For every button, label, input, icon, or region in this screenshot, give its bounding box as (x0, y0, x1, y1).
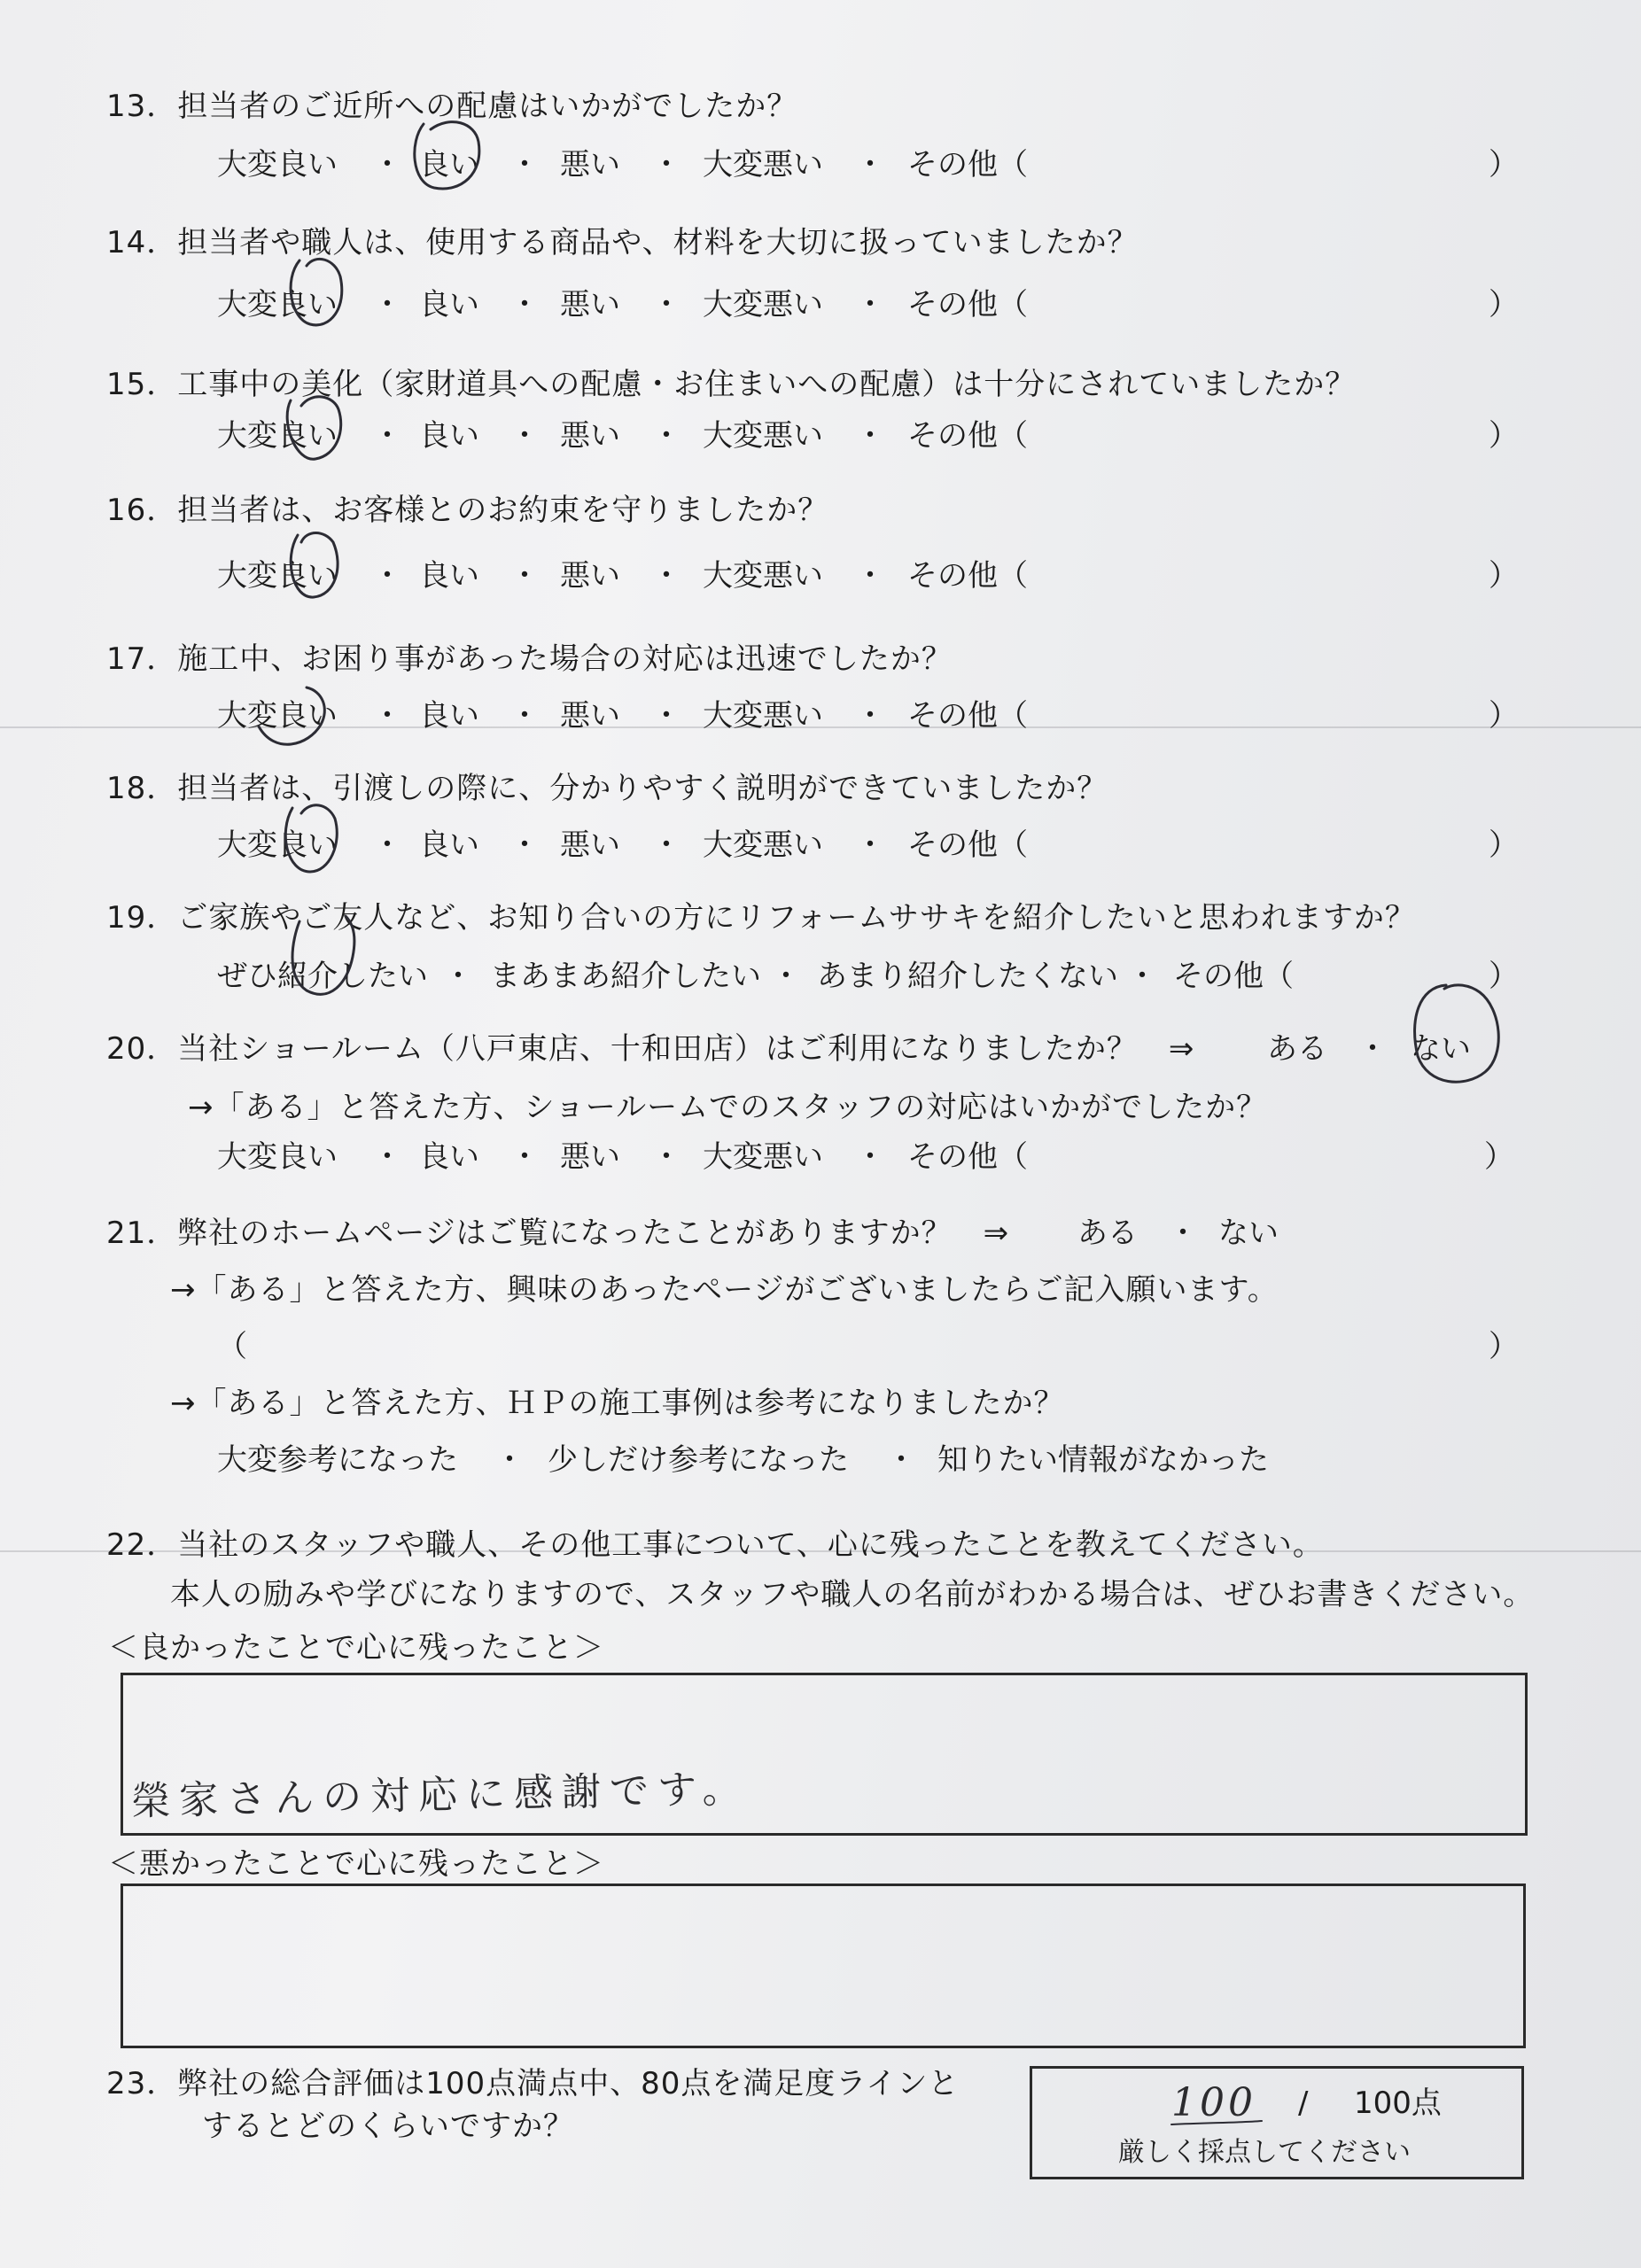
option-good[interactable]: 良い (419, 147, 479, 183)
separator: ・ (651, 698, 681, 734)
question-17: 17．施工中、お困り事があった場合の対応は迅速でしたか？ (106, 641, 953, 677)
separator: ・ (855, 1139, 885, 1175)
option-other[interactable]: その他（ (907, 287, 1028, 322)
good-memories-label: ＜良かったことで心に残ったこと＞ (108, 1630, 604, 1666)
option-very-bad[interactable]: 大変悪い (703, 558, 823, 594)
question-16: 16．担当者は、お客様とのお約束を守りましたか？ (106, 493, 829, 528)
separator: ・ (372, 698, 402, 734)
option-good[interactable]: 良い (419, 698, 479, 734)
option-great[interactable]: 大変良い (217, 418, 338, 454)
question-20-sub: →「ある」と答えた方、ショールームでのスタッフの対応はいかがでしたか？ (188, 1090, 1268, 1125)
separator: ・ (1127, 959, 1157, 994)
option-bad[interactable]: 悪い (560, 558, 620, 594)
question-23-line2: するとどのくらいですか？ (202, 2109, 574, 2144)
separator: ・ (651, 827, 681, 863)
option-no[interactable]: ない (1218, 1216, 1279, 1251)
question-22: 22．当社のスタッフや職人、その他工事について、心に残ったことを教えてください。 (106, 1527, 1324, 1563)
option-very-bad[interactable]: 大変悪い (703, 1139, 823, 1175)
close-paren: ） (1489, 147, 1519, 183)
separator: ・ (855, 287, 885, 322)
option-bad[interactable]: 悪い (560, 827, 620, 863)
open-paren: （ (217, 1329, 247, 1364)
separator: ・ (509, 827, 540, 863)
close-paren: ） (1489, 1329, 1519, 1364)
close-paren: ） (1489, 287, 1519, 322)
bad-memories-label: ＜悪かったことで心に残ったこと＞ (108, 1846, 604, 1882)
option-great[interactable]: 大変良い (217, 827, 338, 863)
separator: ・ (651, 1139, 681, 1175)
score-max: 100点 (1354, 2085, 1442, 2121)
bad-memories-box[interactable] (121, 1884, 1526, 2048)
separator: ・ (1168, 1216, 1198, 1251)
option-other[interactable]: その他（ (1173, 959, 1294, 994)
option-good[interactable]: 良い (419, 287, 479, 322)
separator: ・ (886, 1442, 916, 1478)
separator: ・ (509, 698, 540, 734)
option-other[interactable]: その他（ (907, 558, 1028, 594)
score-slash: / (1298, 2085, 1309, 2121)
separator: ・ (651, 418, 681, 454)
separator: ・ (651, 287, 681, 322)
option-great[interactable]: 大変良い (217, 1139, 338, 1175)
separator: ・ (372, 827, 402, 863)
separator: ・ (509, 287, 540, 322)
separator: ・ (443, 959, 473, 994)
option-very-bad[interactable]: 大変悪い (703, 147, 823, 183)
question-19: 19．ご家族やご友人など、お知り合いの方にリフォームササキを紹介したいと思われますか？ (106, 900, 1416, 936)
score-note: 厳しく採点してください (1118, 2137, 1411, 2168)
option-good[interactable]: 良い (419, 558, 479, 594)
question-15: 15．工事中の美化（家財道具への配慮・お住まいへの配慮）は十分にされていましたか？ (106, 367, 1357, 402)
option-no[interactable]: ない (1411, 1031, 1471, 1067)
option-bad[interactable]: 悪い (560, 418, 620, 454)
option-bad[interactable]: 悪い (560, 147, 620, 183)
separator: ・ (855, 418, 885, 454)
option-bad[interactable]: 悪い (560, 1139, 620, 1175)
option-very-bad[interactable]: 大変悪い (703, 698, 823, 734)
question-21: 21．弊社のホームページはご覧になったことがありますか？ ⇒ (106, 1216, 1010, 1251)
close-paren: ） (1484, 1139, 1514, 1175)
question-13: 13．担当者のご近所への配慮はいかがでしたか？ (106, 89, 798, 124)
option-yes[interactable]: ある (1267, 1031, 1327, 1067)
option-very-helpful[interactable]: 大変参考になった (217, 1442, 458, 1478)
option-great[interactable]: 大変良い (217, 147, 338, 183)
question-22-note: 本人の励みや学びになりますので、スタッフや職人の名前がわかる場合は、ぜひお書きください。 (170, 1577, 1535, 1612)
option-good[interactable]: 良い (419, 827, 479, 863)
separator: ・ (651, 147, 681, 183)
separator: ・ (372, 287, 402, 322)
option-great[interactable]: 大変良い (217, 287, 338, 322)
option-bad[interactable]: 悪い (560, 287, 620, 322)
close-paren: ） (1489, 698, 1519, 734)
separator: ・ (1357, 1031, 1388, 1067)
good-memories-answer: 榮家さんの対応に感謝です。 (130, 1766, 751, 1825)
separator: ・ (372, 147, 402, 183)
separator: ・ (372, 1139, 402, 1175)
close-paren: ） (1489, 959, 1519, 994)
option-very-bad[interactable]: 大変悪い (703, 287, 823, 322)
option-very-bad[interactable]: 大変悪い (703, 418, 823, 454)
question-21-sub1: →「ある」と答えた方、興味のあったページがございましたらご記入願います。 (170, 1272, 1279, 1308)
question-21-sub2: →「ある」と答えた方、ＨＰの施工事例は参考になりましたか？ (170, 1386, 1065, 1421)
option-not-helpful[interactable]: 知りたい情報がなかった (937, 1442, 1269, 1478)
option-intro-somewhat[interactable]: まあまあ紹介したい (490, 959, 761, 994)
separator: ・ (494, 1442, 525, 1478)
separator: ・ (372, 418, 402, 454)
option-very-bad[interactable]: 大変悪い (703, 827, 823, 863)
separator: ・ (509, 558, 540, 594)
separator: ・ (509, 147, 540, 183)
close-paren: ） (1489, 418, 1519, 454)
option-good[interactable]: 良い (419, 418, 479, 454)
option-great[interactable]: 大変良い (217, 558, 338, 594)
separator: ・ (771, 959, 801, 994)
option-other[interactable]: その他（ (907, 698, 1028, 734)
option-good[interactable]: 良い (419, 1139, 479, 1175)
option-great[interactable]: 大変良い (217, 698, 338, 734)
separator: ・ (855, 827, 885, 863)
option-yes[interactable]: ある (1077, 1216, 1138, 1251)
option-other[interactable]: その他（ (907, 418, 1028, 454)
separator: ・ (651, 558, 681, 594)
question-14: 14．担当者や職人は、使用する商品や、材料を大切に扱っていましたか？ (106, 225, 1139, 260)
question-20: 20．当社ショールーム（八戸東店、十和田店）はご利用になりましたか？ ⇒ (106, 1031, 1195, 1067)
option-intro-yes[interactable]: ぜひ紹介したい (217, 959, 428, 994)
option-bad[interactable]: 悪い (560, 698, 620, 734)
option-other[interactable]: その他（ (907, 147, 1028, 183)
option-other[interactable]: その他（ (907, 827, 1028, 863)
close-paren: ） (1489, 558, 1519, 594)
close-paren: ） (1489, 827, 1519, 863)
option-intro-not-much[interactable]: あまり紹介したくない (817, 959, 1118, 994)
option-other[interactable]: その他（ (907, 1139, 1028, 1175)
separator: ・ (509, 1139, 540, 1175)
separator: ・ (372, 558, 402, 594)
score-value: 100 (1171, 2080, 1256, 2125)
question-23: 23．弊社の総合評価は100点満点中、80点を満足度ラインと (106, 2066, 960, 2101)
separator: ・ (509, 418, 540, 454)
option-slightly-helpful[interactable]: 少しだけ参考になった (548, 1442, 849, 1478)
separator: ・ (855, 147, 885, 183)
separator: ・ (855, 698, 885, 734)
separator: ・ (855, 558, 885, 594)
question-18: 18．担当者は、引渡しの際に、分かりやすく説明ができていましたか？ (106, 771, 1108, 806)
